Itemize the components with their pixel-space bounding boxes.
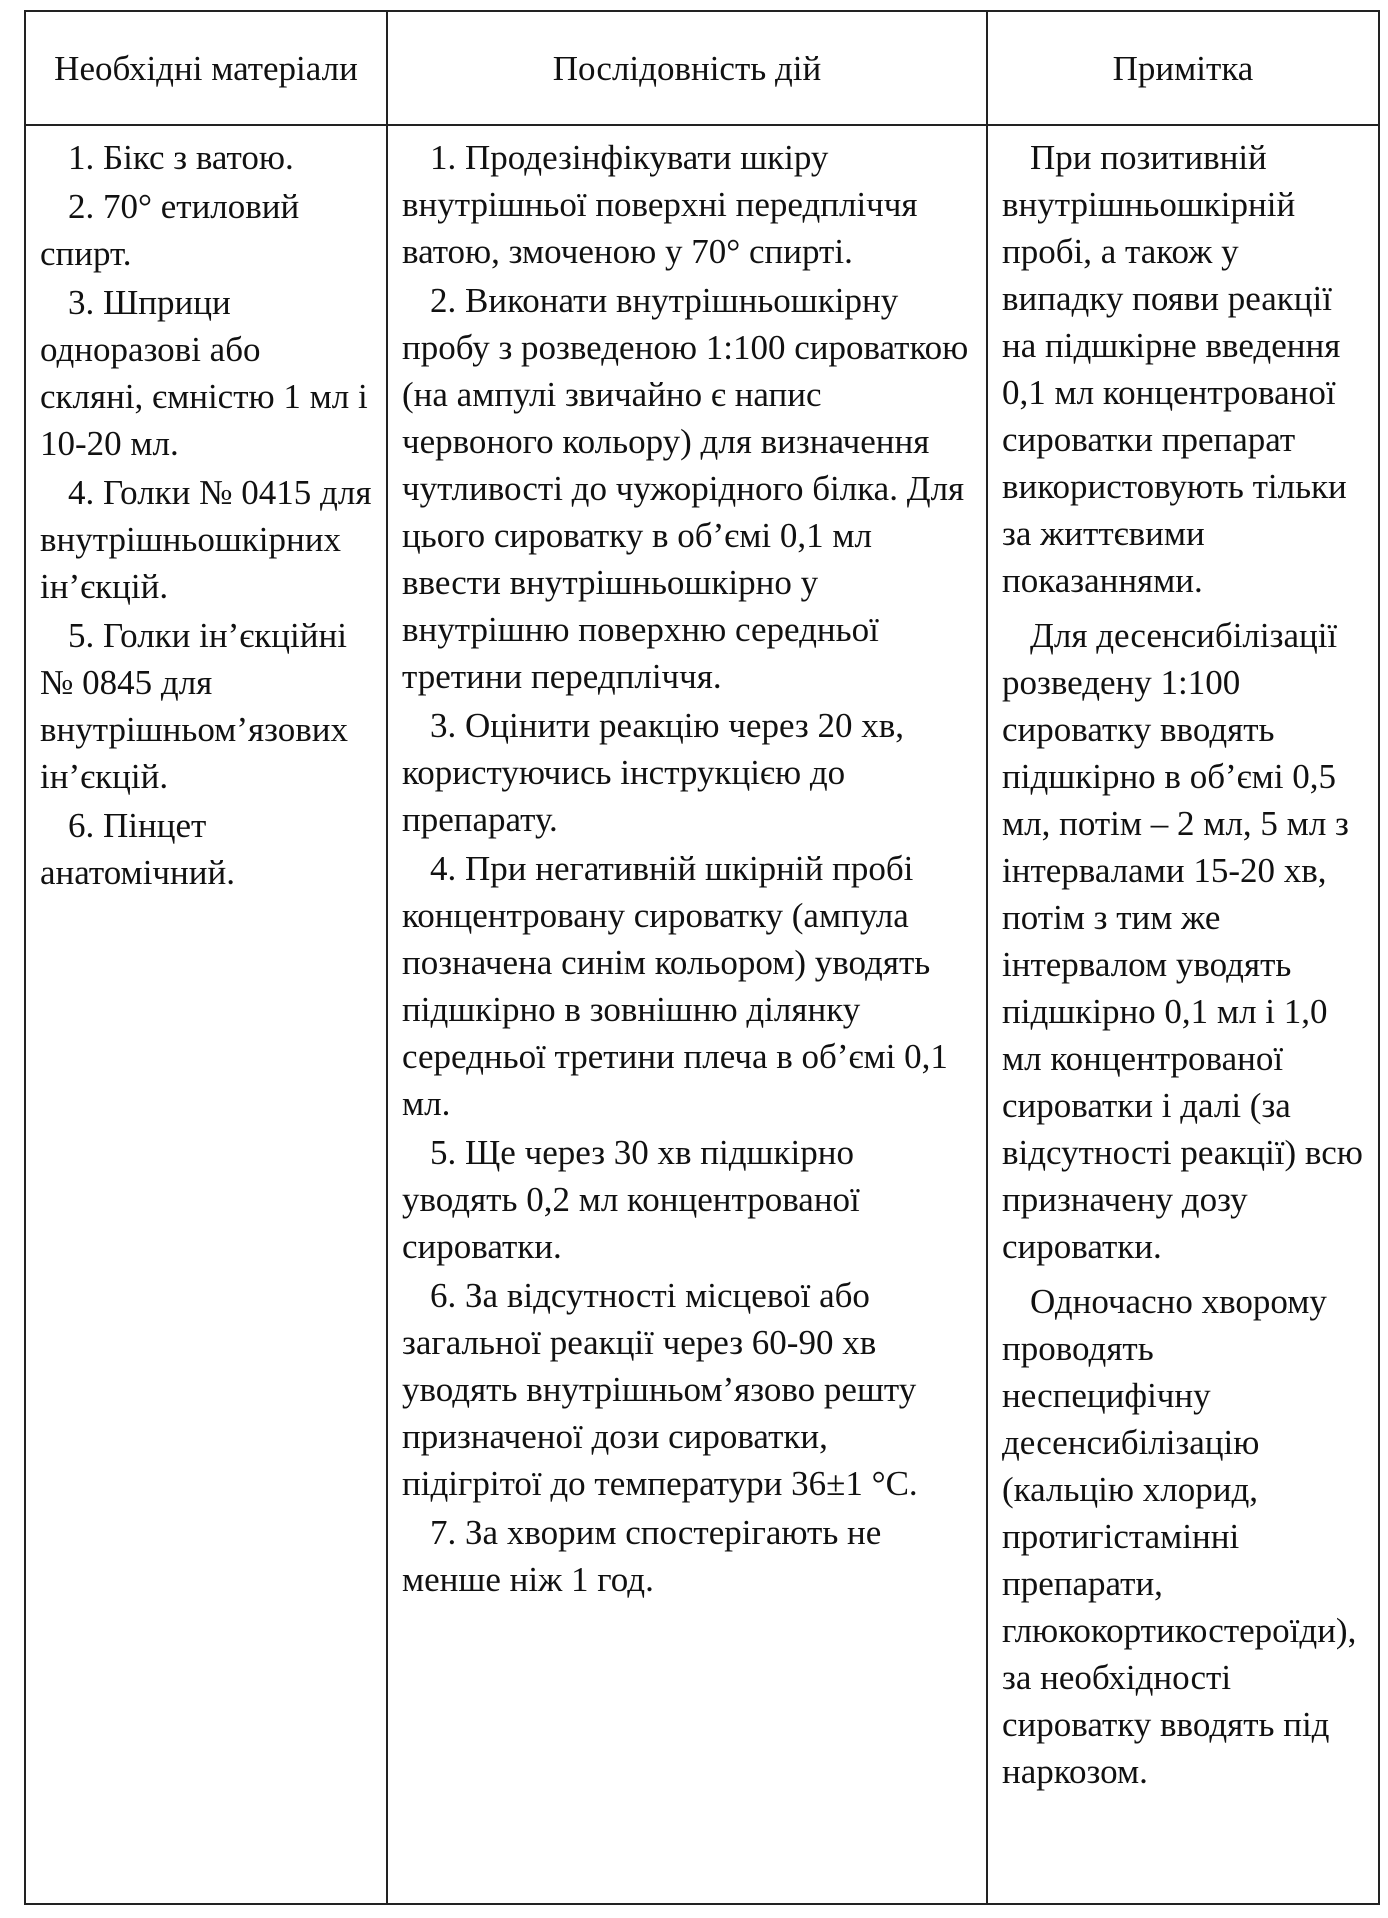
step-item: 3. Оцінити реакцію через 20 хв, користуючись інструкцією до препарату. xyxy=(402,706,905,839)
steps-cell xyxy=(387,125,987,1904)
material-item: 1. Бікс з ватою. xyxy=(68,138,294,177)
step-item: 1. Продезінфікувати шкіру внутрішньої поверхні передпліччя ватою, змоченою у 70° спирті. xyxy=(402,138,918,271)
material-item: 6. Пінцет анатомічний. xyxy=(40,806,235,892)
notes-cell xyxy=(987,125,1379,1904)
header-materials: Необхідні матеріали xyxy=(25,11,387,125)
procedure-table xyxy=(24,10,1380,1905)
material-item: 2. 70° етиловий спирт. xyxy=(40,187,300,273)
step-item: 6. За відсутності місцевої або загальної реакції через 60-90 хв уводять внутрішньом’язово решту призначеної дози сироватки, підігрітої до температури 36±1 °С. xyxy=(402,1276,918,1503)
material-item: 5. Голки ін’єкційні № 0845 для внутрішньом’язових ін’єкцій. xyxy=(40,616,348,796)
note-paragraph: Одночасно хворому проводять неспецифічну десенсибілізацію (кальцію хлорид, протигістамінні препарати, глюкокортикостероїди), за необхідності сироватку вводять під наркозом. xyxy=(1002,1282,1357,1791)
header-notes: Примітка xyxy=(987,11,1379,125)
table-header-row xyxy=(25,11,1379,125)
table-body-row xyxy=(25,125,1379,1904)
note-paragraph: Для десенсибілізації розведену 1:100 сироватку вводять підшкірно в об’ємі 0,5 мл, потім – 2 мл, 5 мл з інтервалами 15-20 хв, потім з тим же інтервалом уводять підшкірно 0,1 мл і 1,0 мл концентрованої сироватки і далі (за відсутності реакції) всю призначену дозу сироватки. xyxy=(1002,616,1363,1266)
note-paragraph: При позитивній внутрішньошкірній пробі, а також у випадку появи реакції на підшкірне введення 0,1 мл концентрованої сироватки препарат використовують тільки за життєвими показаннями. xyxy=(1002,138,1347,600)
step-item: 4. При негативній шкірній пробі концентровану сироватку (ампула позначена синім кольором) уводять підшкірно в зовнішню ділянку середньої третини плеча в об’ємі 0,1 мл. xyxy=(402,849,948,1123)
step-item: 2. Виконати внутрішньошкірну пробу з розведеною 1:100 сироваткою (на ампулі звичайно є напис червоного кольору) для визначення чутливості до чужорідного білка. Для цього сироватку в об’ємі 0,1 мл ввести внутрішньошкірно у внутрішню поверхню середньої третини передпліччя. xyxy=(402,281,969,696)
materials-cell xyxy=(25,125,387,1904)
material-item: 3. Шприци одноразові або скляні, ємністю 1 мл і 10-20 мл. xyxy=(40,283,368,463)
step-item: 7. За хворим спостерігають не менше ніж 1 год. xyxy=(402,1513,882,1599)
material-item: 4. Голки № 0415 для внутрішньошкірних ін’єкцій. xyxy=(40,473,372,606)
step-item: 5. Ще через 30 хв підшкірно уводять 0,2 мл концентрованої сироватки. xyxy=(402,1133,860,1266)
header-steps: Послідовність дій xyxy=(387,11,987,125)
